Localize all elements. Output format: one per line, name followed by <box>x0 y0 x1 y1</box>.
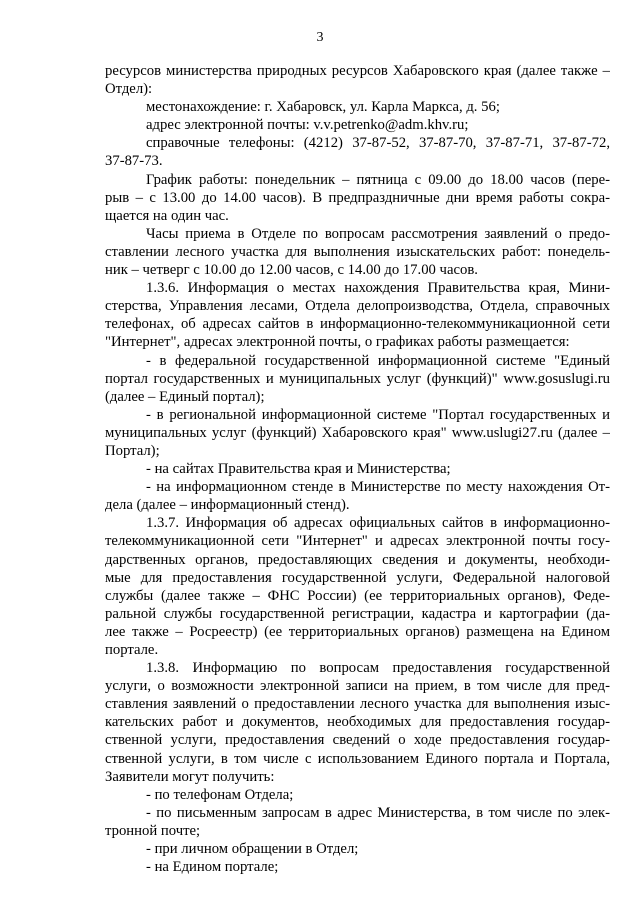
text-line: услуги, о возможности электронной записи на прием, в том числе для пред- <box>105 678 610 695</box>
text-line: Портал); <box>105 442 160 459</box>
text-line: - при личном обращении в Отдел; <box>146 841 359 858</box>
text-line: - в федеральной государственной информационной системе "Единый <box>146 352 610 369</box>
text-line: 1.3.8. Информацию по вопросам предоставления государственной <box>146 660 610 677</box>
text-line: ственной услуги, в том числе с использованием Единого портала и Портала, <box>105 750 610 767</box>
text-line: службы (далее также – ФНС России) (ее территориальных органов), Феде- <box>105 587 610 604</box>
text-line: телефонах, об адресах сайтов в информационно-телекоммуникационной сети <box>105 316 610 333</box>
text-line: ставления заявлений о предоставлении лесного участка для выполнения изыс- <box>105 696 610 713</box>
text-line: щается на один час. <box>105 207 229 224</box>
text-line: ственной услуги, предоставления сведений о ходе предоставления государ- <box>105 732 610 749</box>
text-line: адрес электронной почты: v.v.petrenko@adm.khv.ru; <box>146 117 469 134</box>
text-line: 1.3.6. Информация о местах нахождения Правительства края, Мини- <box>146 280 610 297</box>
text-line: портале. <box>105 642 159 658</box>
text-line: муниципальных услуг (функций) Хабаровского края" www.uslugi27.ru (далее – <box>105 424 610 441</box>
text-line: местонахождение: г. Хабаровск, ул. Карла Маркса, д. 56; <box>146 99 500 116</box>
text-line: - на информационном стенде в Министерстве по месту нахождения От- <box>146 479 610 496</box>
text-line: портал государственных и муниципальных услуг (функций)" www.gosuslugi.ru <box>105 370 610 387</box>
text-line: "Интернет", адресах электронной почты, о графиках работы размещается: <box>105 334 570 351</box>
text-line: справочные телефоны: (4212) 37-87-52, 37-87-70, 37-87-71, 37-87-72, <box>146 135 610 152</box>
text-line: ральной службы государственной регистрации, кадастра и картографии (да- <box>105 605 610 622</box>
text-line: - по телефонам Отдела; <box>146 786 294 803</box>
text-line: ставлении лесного участка для выполнения изыскательских работ: понедель- <box>105 243 610 260</box>
text-line: ник – четверг с 10.00 до 12.00 часов, с 14.00 до 17.00 часов. <box>105 262 478 279</box>
text-line: лее также – Росреестр) (ее территориальных органов) размещена на Едином <box>105 623 610 640</box>
text-line: мые для предоставления государственной услуги, Федеральной налоговой <box>105 569 610 586</box>
text-line: 37-87-73. <box>105 153 163 170</box>
text-line: рыв – с 13.00 до 14.00 часов). В предпраздничные дни время работы сокра- <box>105 189 610 206</box>
text-line: Заявители могут получить: <box>105 768 275 785</box>
page-number: 3 <box>316 30 324 45</box>
text-line: стерства, Управления лесами, Отдела делопроизводства, Отдела, справочных <box>105 298 610 315</box>
text-line: кательских работ и документов, необходимых для предоставления государ- <box>105 714 610 731</box>
text-line: тронной почте; <box>105 822 201 839</box>
text-line: - по письменным запросам в адрес Министерства, в том числе по элек- <box>146 804 610 821</box>
text-line: Часы приема в Отделе по вопросам рассмотрения заявлений о предо- <box>146 225 610 242</box>
text-line: дела (далее – информационный стенд). <box>105 497 350 514</box>
text-line: - в региональной информационной системе "Портал государственных и <box>146 406 610 423</box>
text-line: Отдел): <box>105 81 153 98</box>
text-line: телекоммуникационной сети "Интернет" и адресах электронной почты госу- <box>105 533 610 550</box>
text-line: 1.3.7. Информация об адресах официальных сайтов в информационно- <box>146 515 610 532</box>
text-line: График работы: понедельник – пятница с 09.00 до 18.00 часов (пере- <box>146 171 610 188</box>
text-line: дарственных органов, предоставляющих сведения и документы, необходи- <box>105 551 610 568</box>
text-line: - на Едином портале; <box>146 859 279 876</box>
document-body <box>105 62 610 876</box>
text-line: - на сайтах Правительства края и Министерства; <box>146 461 451 478</box>
text-line: ресурсов министерства природных ресурсов Хабаровского края (далее также – <box>105 63 610 79</box>
text-line: (далее – Единый портал); <box>105 388 265 405</box>
